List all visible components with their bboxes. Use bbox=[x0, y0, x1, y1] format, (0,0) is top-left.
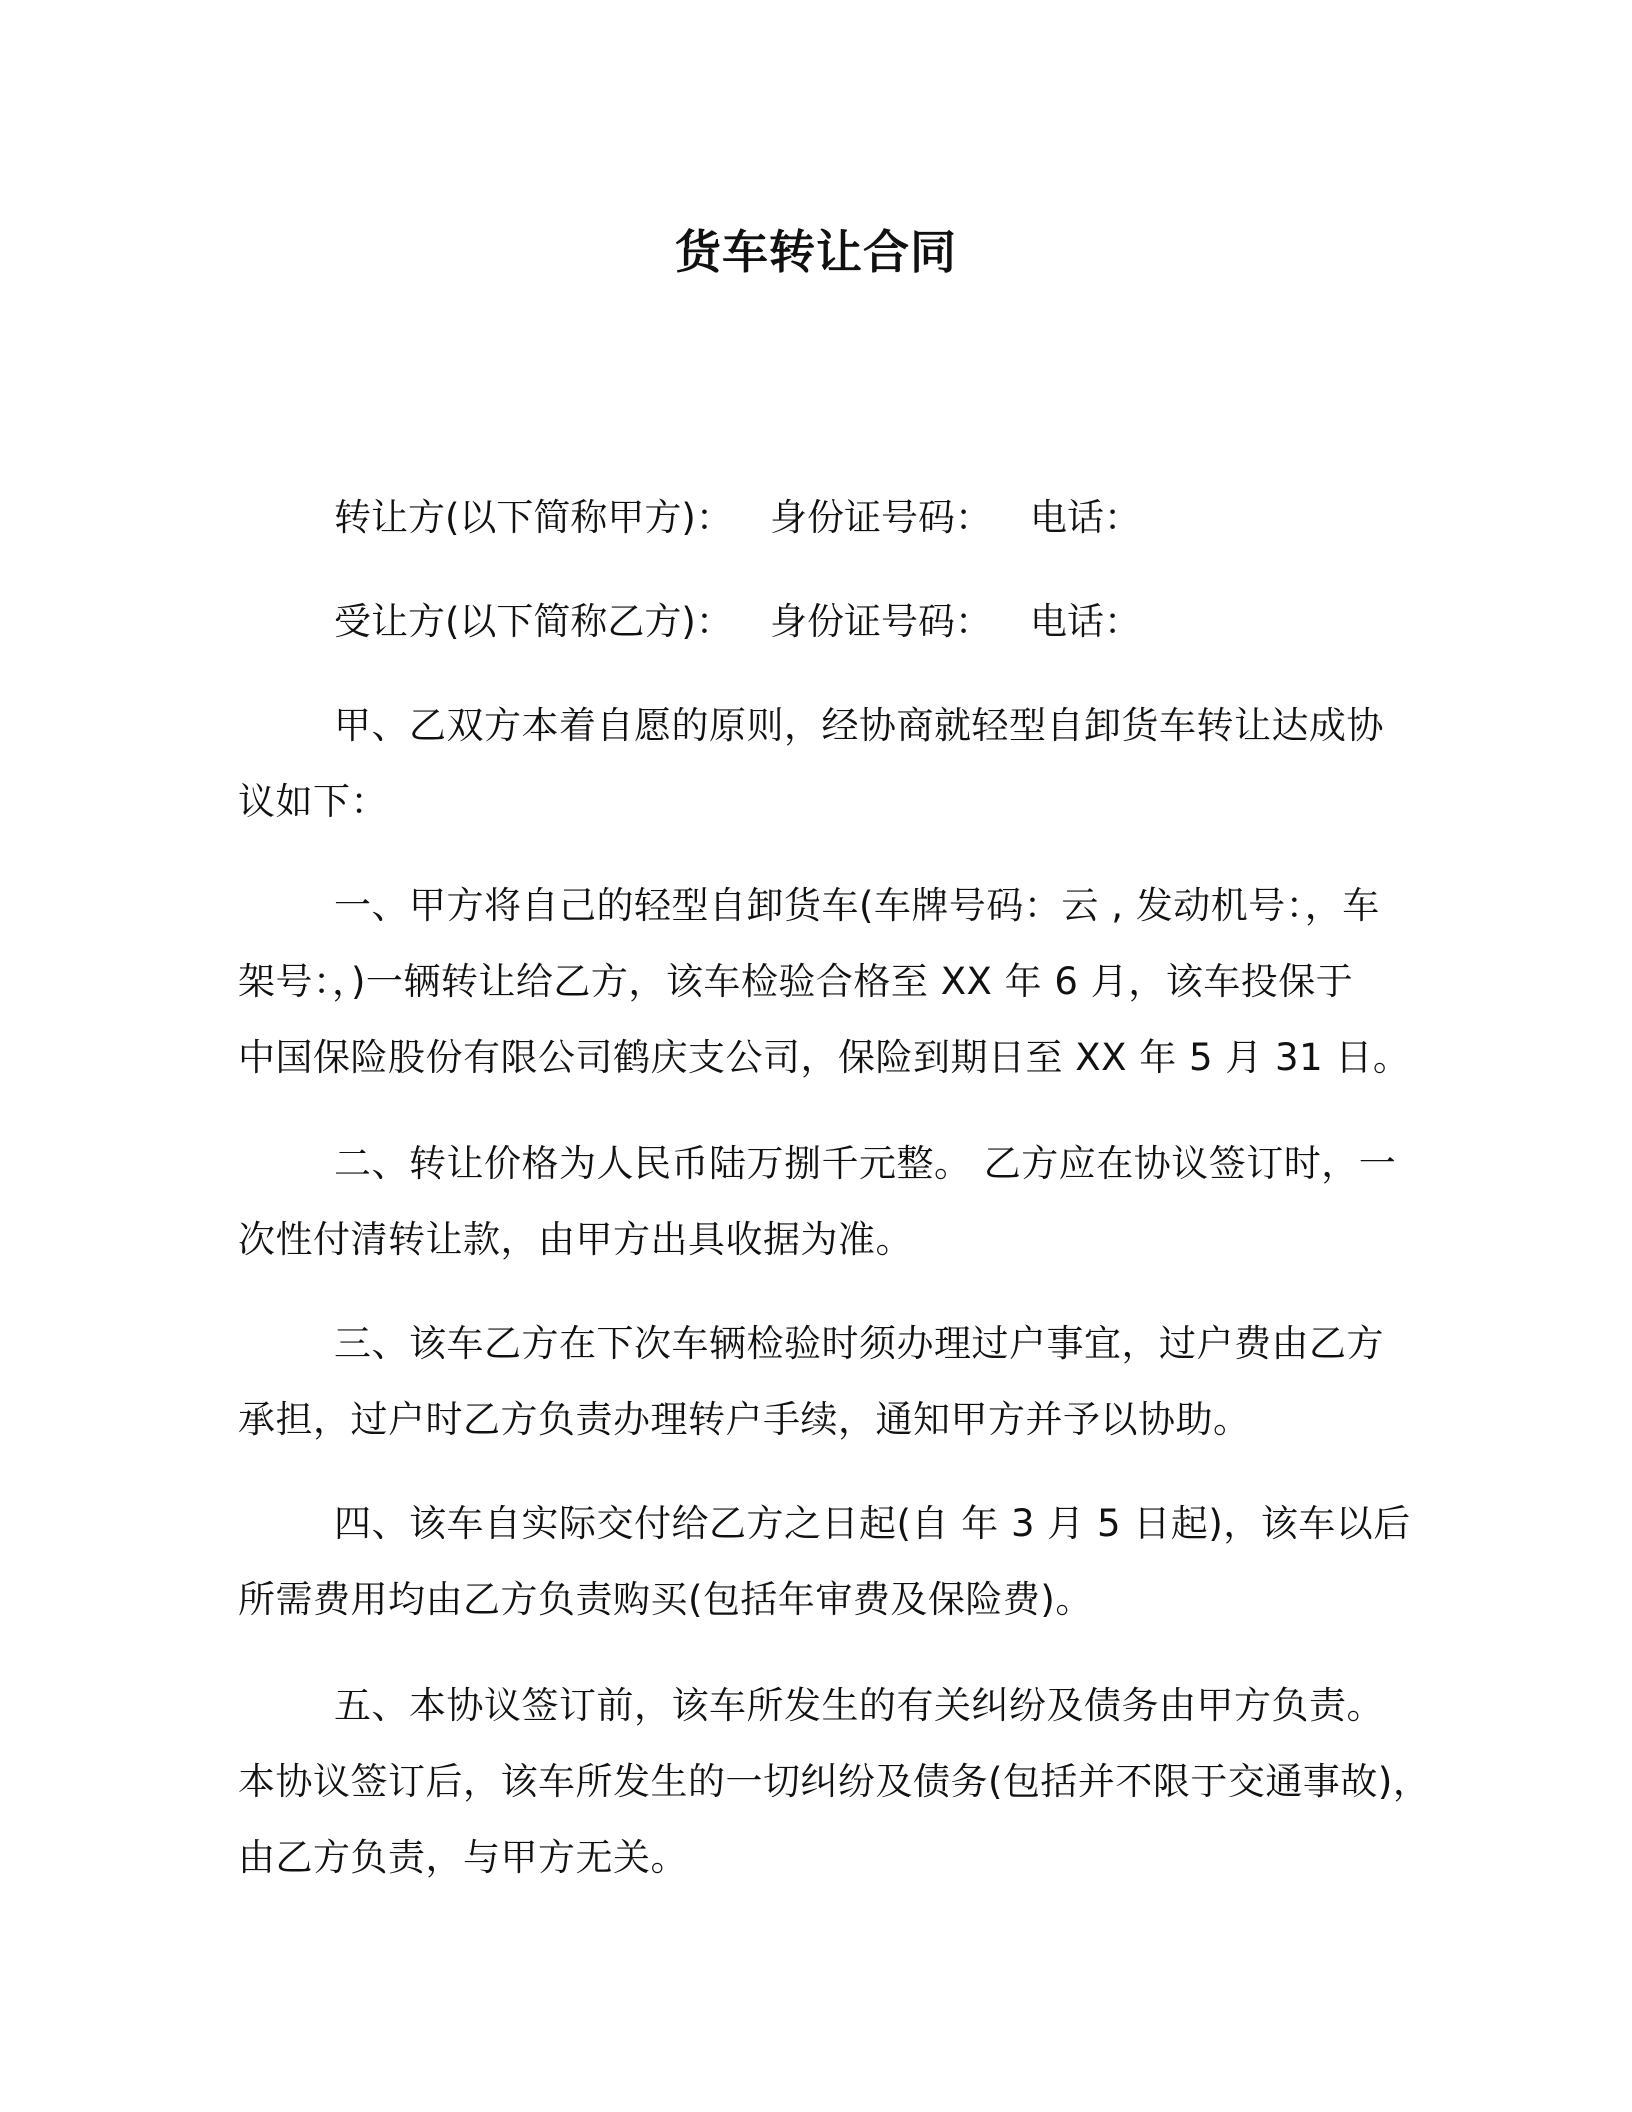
intro-line-2: 议如下： bbox=[238, 780, 388, 823]
clause3-line-2: 承担，过户时乙方负责办理转户手续，通知甲方并予以协助。 bbox=[238, 1398, 1251, 1441]
clause5-line-1: 五、本协议签订前，该车所发生的有关纠纷及债务由甲方负责。 bbox=[334, 1684, 1384, 1727]
transferee-phone-label: 电话： bbox=[1030, 600, 1141, 643]
clause5-line-3: 由乙方负责，与甲方无关。 bbox=[238, 1836, 688, 1879]
clause1-line-3: 中国保险股份有限公司鹤庆支公司，保险到期日至 XX 年 5 月 31 日。 bbox=[238, 1036, 1411, 1079]
clause4-line-1: 四、该车自实际交付给乙方之日起(自 年 3 月 5 日起)，该车以后 bbox=[334, 1502, 1411, 1545]
intro-line-1: 甲、乙双方本着自愿的原则，经协商就轻型自卸货车转让达成协 bbox=[334, 704, 1384, 747]
clause1-line-2: 架号：，)一辆转让给乙方，该车检验合格至 XX 年 6 月，该车投保于 bbox=[238, 960, 1354, 1003]
transferee-id-label: 身份证号码： bbox=[770, 600, 992, 643]
transferor-id-label: 身份证号码： bbox=[770, 496, 992, 539]
transferee-label: 受让方(以下简称乙方)： bbox=[334, 600, 733, 643]
transferor-label: 转让方(以下简称甲方)： bbox=[334, 496, 733, 539]
clause3-line-1: 三、该车乙方在下次车辆检验时须办理过户事宜，过户费由乙方 bbox=[334, 1322, 1384, 1365]
clause2-line-2: 次性付清转让款，由甲方出具收据为准。 bbox=[238, 1218, 913, 1261]
clause2-line-1: 二、转让价格为人民币陆万捌千元整。 乙方应在协议签订时，一 bbox=[334, 1142, 1397, 1185]
clause5-line-2: 本协议签订后，该车所发生的一切纠纷及债务(包括并不限于交通事故)， bbox=[238, 1760, 1431, 1803]
clause1-line-1: 一、甲方将自己的轻型自卸货车(车牌号码：云 , 发动机号：，车 bbox=[334, 884, 1380, 927]
clause4-line-2: 所需费用均由乙方负责购买(包括年审费及保险费)。 bbox=[238, 1578, 1093, 1621]
transferor-phone-label: 电话： bbox=[1030, 496, 1141, 539]
document-title: 货车转让合同 bbox=[675, 225, 957, 279]
